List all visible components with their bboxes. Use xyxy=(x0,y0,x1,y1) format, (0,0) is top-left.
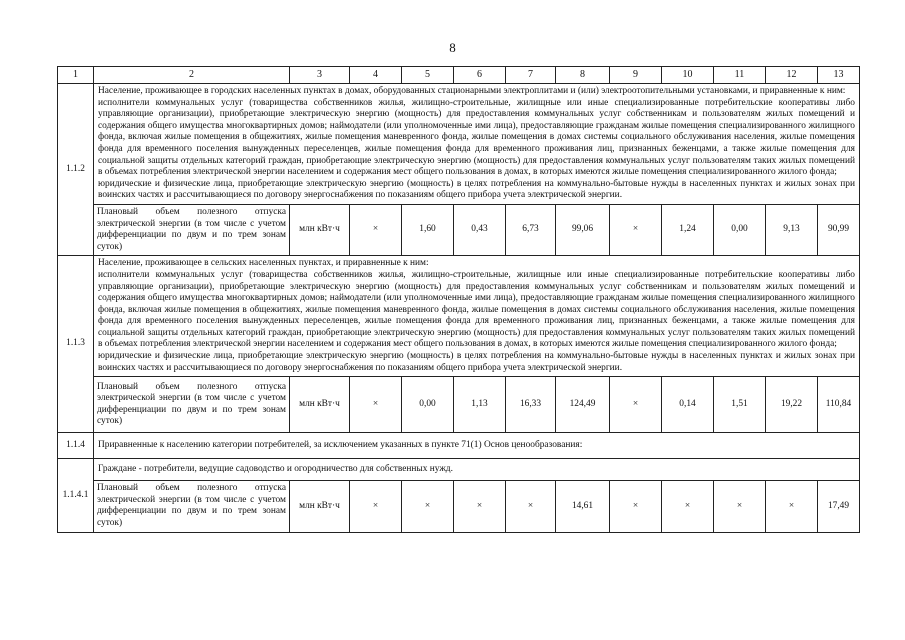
value-cell: × xyxy=(610,204,662,255)
value-cell: 124,49 xyxy=(556,377,610,433)
table-row xyxy=(58,377,860,433)
value-cell: 110,84 xyxy=(818,377,860,433)
unit-cell: млн кВт·ч xyxy=(290,204,350,255)
col-header: 2 xyxy=(94,67,290,84)
table-row xyxy=(58,481,860,532)
value-cell: × xyxy=(662,481,714,532)
description-paragraph: Население, проживающее в сельских населенных пунктах, и приравненные к ним: xyxy=(98,258,429,269)
table-row xyxy=(58,433,860,459)
row-number: 1.1.2 xyxy=(58,84,94,256)
value-cell: 0,00 xyxy=(402,377,454,433)
unit-cell: млн кВт·ч xyxy=(290,481,350,532)
value-cell: 0,43 xyxy=(454,204,506,255)
value-cell: 9,13 xyxy=(766,204,818,255)
col-header: 8 xyxy=(556,67,610,84)
row-number: 1.1.4.1 xyxy=(58,459,94,532)
table-row xyxy=(58,459,860,481)
plan-volume-label: Плановый объем полезного отпуска электрической энергии (в том числе с учетом дифференциации по двум и по трем зонам суток) xyxy=(94,481,290,532)
value-cell: 99,06 xyxy=(556,204,610,255)
row-description: Приравненные к населению категории потребителей, за исключением указанных в пункте 71(1) Основ ценообразования: xyxy=(94,433,860,459)
table-row xyxy=(58,256,860,377)
col-header: 5 xyxy=(402,67,454,84)
value-cell: × xyxy=(350,377,402,433)
value-cell: 1,13 xyxy=(454,377,506,433)
description-paragraph: исполнители коммунальных услуг (товарищества собственников жилья, жилищно-строительные, жилищные или иные специализированные потребительские кооперативы либо управляющие организации), приобретающие электрическую энергию (мощность) для предоставления коммунальных услуг собственникам и пользователям жилых помещений и содержания общего имущества многоквартирных домов; наймодатели (или уполномоченные ими лица), предоставляющие гражданам жилые помещения специализированного жилищного фонда, включая жилые помещения в общежитиях, жилые помещения маневренного фонда, жилые помещения в домах системы социального обслуживания населения, жилые помещения фонда для временного поселения вынужденных переселенцев, жилые помещения фонда для временного проживания лиц, признанных беженцами, а также жилые помещения для социальной защиты отдельных категорий граждан, приобретающие электрическую энергию (мощность) для предоставления коммунальных услуг пользователям таких жилых помещений в объемах потребления электрической энергии населением и содержания мест общего пользования в домах, в которых имеются жилые помещения специализированного жилого фонда; xyxy=(98,97,855,178)
table-row xyxy=(58,204,860,255)
row-number: 1.1.4 xyxy=(58,433,94,459)
header-row xyxy=(58,67,860,84)
value-cell: 17,49 xyxy=(818,481,860,532)
value-cell: 0,00 xyxy=(714,204,766,255)
value-cell: × xyxy=(506,481,556,532)
row-description xyxy=(94,256,860,377)
value-cell: × xyxy=(610,481,662,532)
plan-volume-label: Плановый объем полезного отпуска электрической энергии (в том числе с учетом дифференциации по двум и по трем зонам суток) xyxy=(94,204,290,255)
col-header: 12 xyxy=(766,67,818,84)
plan-volume-label: Плановый объем полезного отпуска электрической энергии (в том числе с учетом дифференциации по двум и по трем зонам суток) xyxy=(94,377,290,433)
value-cell: × xyxy=(402,481,454,532)
value-cell: × xyxy=(350,481,402,532)
unit-cell: млн кВт·ч xyxy=(290,377,350,433)
description-paragraph: Население, проживающее в городских населенных пунктах в домах, оборудованных стационарными электроплитами и (или) электроотопительными установками, и приравненные к ним: xyxy=(98,86,846,96)
value-cell: × xyxy=(610,377,662,433)
col-header: 7 xyxy=(506,67,556,84)
value-cell: × xyxy=(454,481,506,532)
value-cell: 19,22 xyxy=(766,377,818,433)
value-cell: 1,24 xyxy=(662,204,714,255)
value-cell: × xyxy=(714,481,766,532)
col-header: 11 xyxy=(714,67,766,84)
value-cell: 6,73 xyxy=(506,204,556,255)
value-cell: 16,33 xyxy=(506,377,556,433)
col-header: 1 xyxy=(58,67,94,84)
row-description xyxy=(94,84,860,205)
col-header: 6 xyxy=(454,67,506,84)
col-header: 13 xyxy=(818,67,860,84)
col-header: 9 xyxy=(610,67,662,84)
description-paragraph: юридические и физические лица, приобретающие электрическую энергию (мощность) в целях потребления на коммунально-бытовые нужды в населенных пунктах и жилых зонах при воинских частях и рассчитывающиеся по договору энергоснабжения по показаниям общего прибора учета электрической энергии. xyxy=(98,178,855,201)
col-header: 3 xyxy=(290,67,350,84)
description-paragraph: исполнители коммунальных услуг (товарищества собственников жилья, жилищно-строительные, жилищные или иные специализированные потребительские кооперативы либо управляющие организации), приобретающие электрическую энергию (мощность) для предоставления коммунальных услуг собственникам и пользователям жилых помещений и содержания общего имущества многоквартирных домов; наймодатели (или уполномоченные ими лица), предоставляющие гражданам жилые помещения специализированного жилищного фонда, включая жилые помещения в общежитиях, жилые помещения маневренного фонда, жилые помещения в домах системы социального обслуживания населения, жилые помещения фонда для временного поселения вынужденных переселенцев, жилые помещения фонда для временного проживания лиц, признанных беженцами, а также жилые помещения для социальной защиты отдельных категорий граждан, приобретающие электрическую энергию (мощность) для предоставления коммунальных услуг пользователям таких жилых помещений в объемах потребления электрической энергии населением и содержания мест общего пользования в домах, в которых имеются жилые помещения специализированного жилого фонда; xyxy=(98,269,855,350)
value-cell: × xyxy=(766,481,818,532)
tariff-table xyxy=(57,66,860,533)
description-paragraph: юридические и физические лица, приобретающие электрическую энергию (мощность) в целях потребления на коммунально-бытовые нужды в населенных пунктах и жилых зонах при воинских частях и рассчитывающиеся по договору энергоснабжения по показаниям общего прибора учета электрической энергии. xyxy=(98,351,855,373)
value-cell: × xyxy=(350,204,402,255)
table-row xyxy=(58,84,860,205)
row-description: Граждане - потребители, ведущие садоводство и огородничество для собственных нужд. xyxy=(94,459,860,481)
row-number: 1.1.3 xyxy=(58,256,94,433)
value-cell: 14,61 xyxy=(556,481,610,532)
value-cell: 1,60 xyxy=(402,204,454,255)
col-header: 4 xyxy=(350,67,402,84)
value-cell: 90,99 xyxy=(818,204,860,255)
value-cell: 0,14 xyxy=(662,377,714,433)
value-cell: 1,51 xyxy=(714,377,766,433)
col-header: 10 xyxy=(662,67,714,84)
page-number: 8 xyxy=(449,40,456,55)
